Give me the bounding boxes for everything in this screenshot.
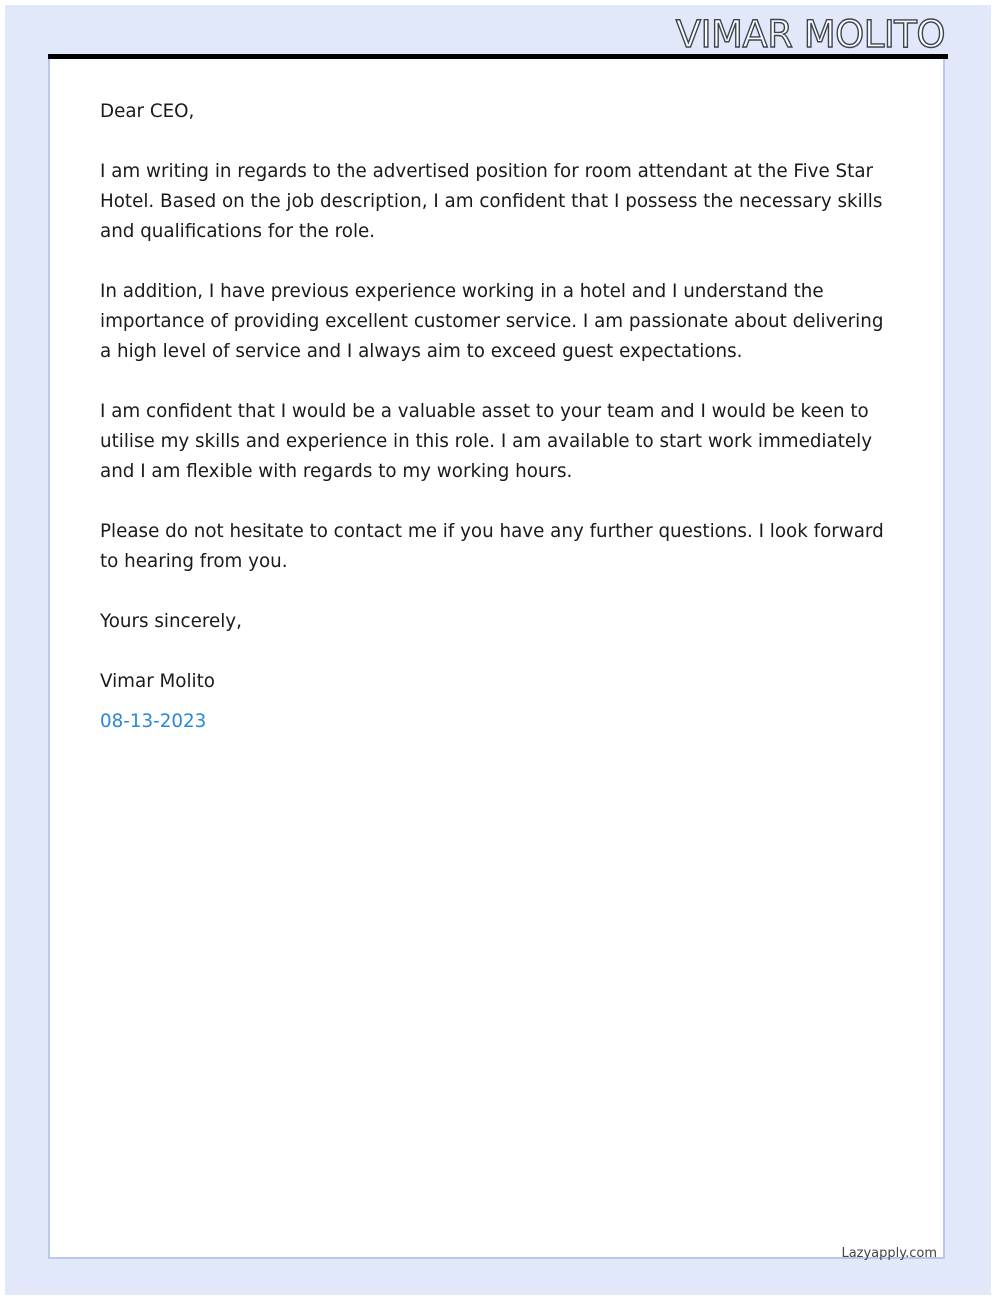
letter-body	[100, 97, 900, 697]
watermark: Lazyapply.com	[841, 1246, 937, 1261]
applicant-name-header: VIMAR MOLITO	[675, 13, 945, 56]
paragraph-intro: I am writing in regards to the advertised position for room attendant at the Five Star Hotel. Based on the job description, I am confident that I possess the necessary skills and qualifications for the role.	[100, 161, 883, 242]
paragraph-closing: Please do not hesitate to contact me if you have any further questions. I look forward to hearing from you.	[100, 521, 884, 572]
paragraph-experience: In addition, I have previous experience working in a hotel and I understand the importance of providing excellent customer service. I am passionate about delivering a high level of service and I always aim to exceed guest expectations.	[100, 281, 884, 362]
letter-date: 08-13-2023	[100, 711, 207, 732]
paragraph-value: I am confident that I would be a valuable asset to your team and I would be keen to utilise my skills and experience in this role. I am available to start work immediately and I am flexible with regards to my working hours.	[100, 401, 873, 482]
signature-name: Vimar Molito	[100, 671, 215, 692]
closing-line: Yours sincerely,	[100, 611, 242, 632]
salutation: Dear CEO,	[100, 101, 195, 122]
